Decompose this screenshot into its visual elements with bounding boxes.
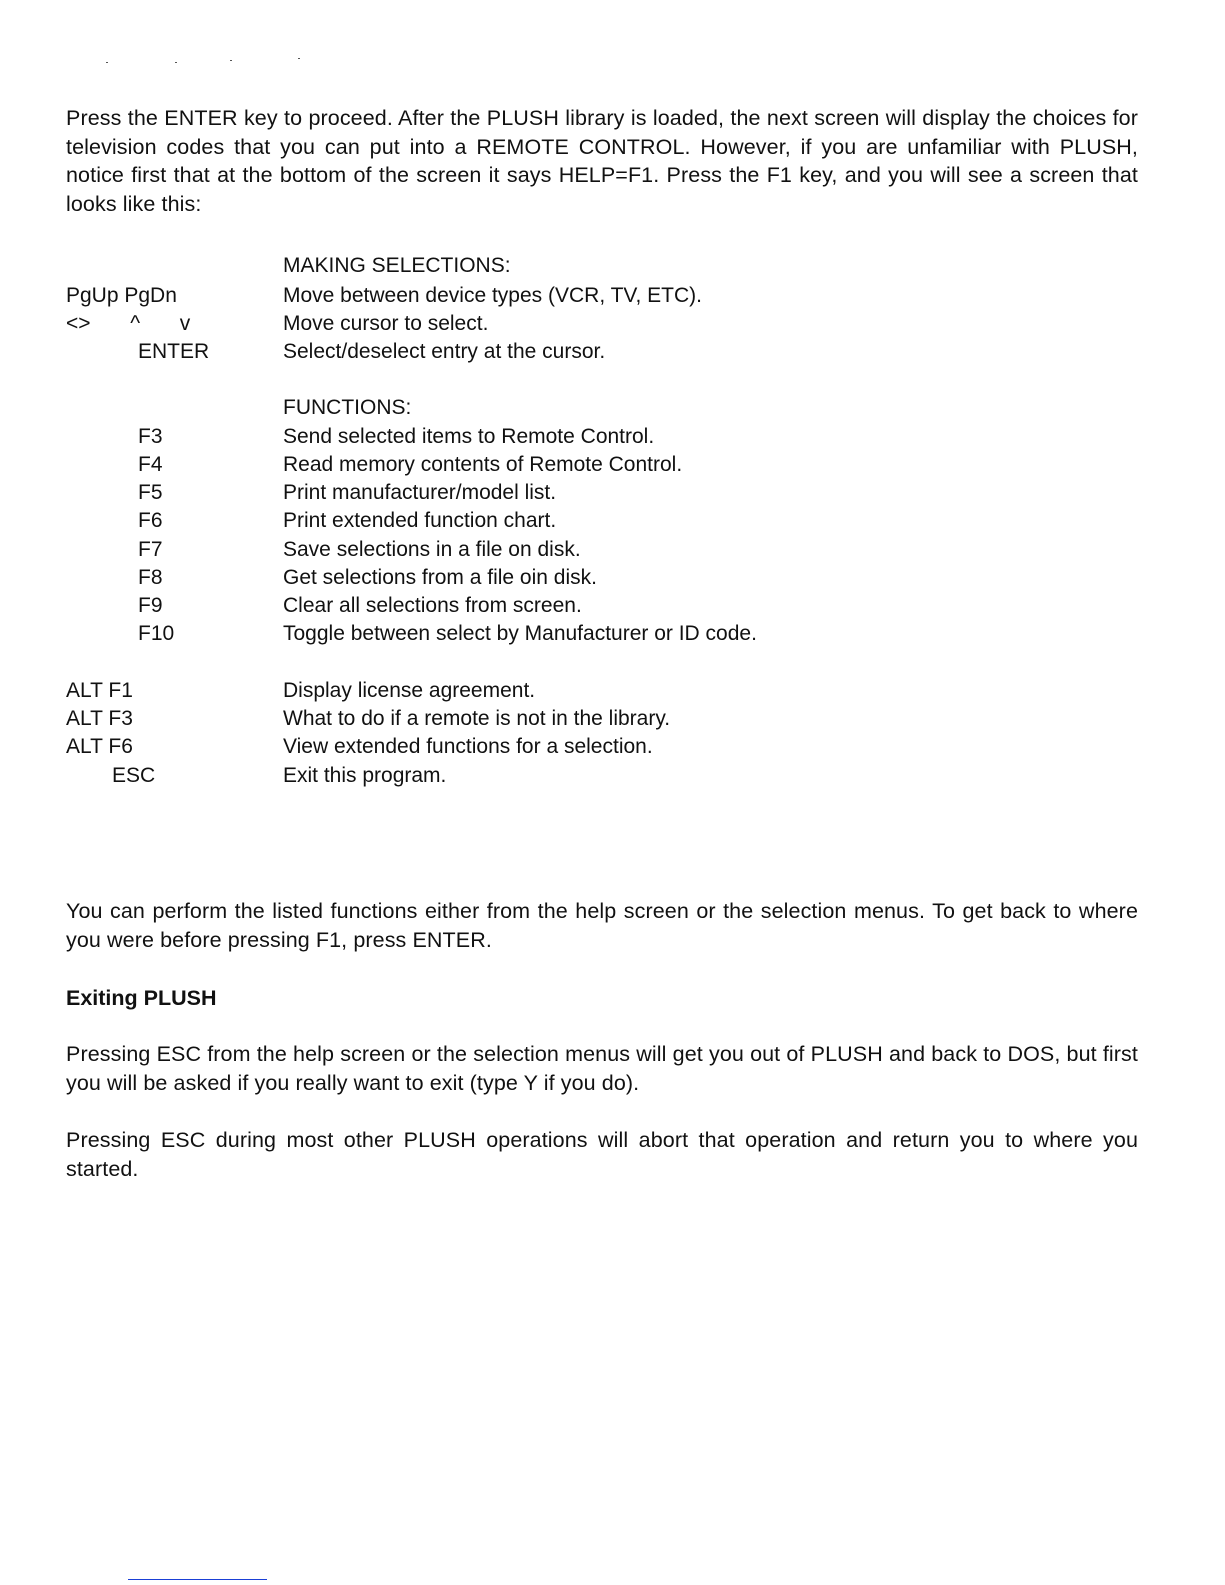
functions-heading: FUNCTIONS: xyxy=(283,396,412,419)
help-description: Select/deselect entry at the cursor. xyxy=(283,340,606,363)
help-key: F4 xyxy=(138,453,163,476)
help-key: F8 xyxy=(138,566,163,589)
help-description: Save selections in a file on disk. xyxy=(283,538,581,561)
page-bottom-rule xyxy=(128,1579,267,1580)
help-description: Read memory contents of Remote Control. xyxy=(283,453,683,476)
intro-paragraph: Press the ENTER key to proceed. After the PLUSH library is loaded, the next screen will display the choices for television codes that you can put into a REMOTE CONTROL. However, if you are unfamiliar with PLUSH, notice first that at the bottom of the screen it says HELP=F1. Press the F1 key, and you will see a screen that looks like this: xyxy=(66,106,1138,216)
help-description: Clear all selections from screen. xyxy=(283,594,582,617)
help-key: F5 xyxy=(138,481,163,504)
help-description: Send selected items to Remote Control. xyxy=(283,425,655,448)
help-key: F3 xyxy=(138,425,163,448)
help-key: F6 xyxy=(138,509,163,532)
help-description: Display license agreement. xyxy=(283,679,536,702)
help-key: ESC xyxy=(112,764,156,787)
help-key: ALT F3 xyxy=(66,707,133,730)
help-description: What to do if a remote is not in the library. xyxy=(283,707,671,730)
exiting-paragraph: Pressing ESC during most other PLUSH operations will abort that operation and return you to where you started. xyxy=(66,1128,1138,1181)
exiting-paragraph: Pressing ESC from the help screen or the selection menus will get you out of PLUSH and back to DOS, but first you will be asked if you really want to exit (type Y if you do). xyxy=(66,1042,1138,1095)
help-description: View extended functions for a selection. xyxy=(283,735,653,758)
help-key: ALT F1 xyxy=(66,679,133,702)
after-help-paragraph: You can perform the listed functions either from the help screen or the selection menus. To get back to where you were before pressing F1, press ENTER. xyxy=(66,899,1138,952)
help-description: Move between device types (VCR, TV, ETC). xyxy=(283,284,703,307)
help-key: ALT F6 xyxy=(66,735,133,758)
help-key: F7 xyxy=(138,538,163,561)
help-description: Print manufacturer/model list. xyxy=(283,481,557,504)
making-selections-heading: MAKING SELECTIONS: xyxy=(283,254,511,277)
help-key: ENTER xyxy=(138,340,210,363)
section-heading: Exiting PLUSH xyxy=(66,986,217,1010)
help-key: F10 xyxy=(138,622,175,645)
help-description: Move cursor to select. xyxy=(283,312,489,335)
help-description: Print extended function chart. xyxy=(283,509,557,532)
help-description: Get selections from a file oin disk. xyxy=(283,566,597,589)
help-key: F9 xyxy=(138,594,163,617)
help-description: Toggle between select by Manufacturer or ID code. xyxy=(283,622,757,645)
help-description: Exit this program. xyxy=(283,764,447,787)
help-key: PgUp PgDn xyxy=(66,284,177,307)
help-key: <> ^ v xyxy=(66,312,191,335)
